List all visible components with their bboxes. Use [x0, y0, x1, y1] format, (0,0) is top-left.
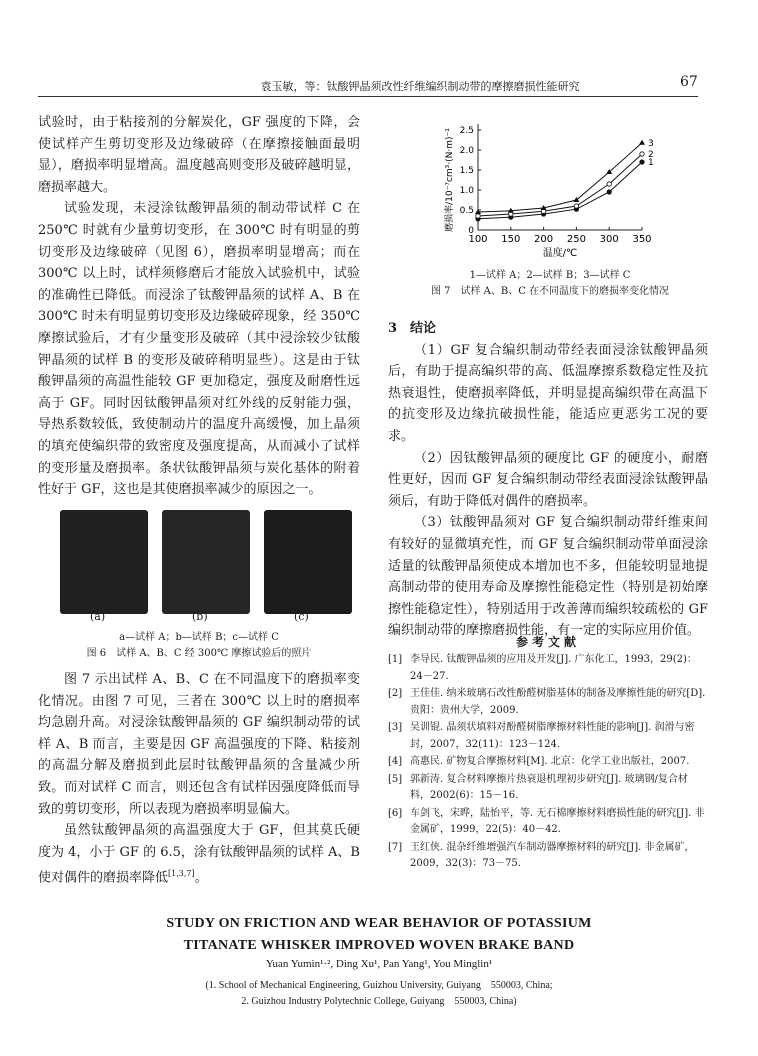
reference-number: [6]	[388, 807, 403, 819]
paragraph-hardness	[38, 820, 360, 889]
photo-label-a: (a)	[90, 610, 106, 623]
figure6-legend: a—试样 A；b—试样 B；c—试样 C	[119, 632, 279, 643]
affiliation-1: (1. School of Mechanical Engineering, Guizhou University, Guiyang 550003, China;	[205, 980, 553, 991]
running-title: 袁玉敏，等：钛酸钾晶须改性纤维编织制动带的摩擦磨损性能研究	[260, 80, 580, 93]
english-affiliations	[40, 978, 718, 1010]
x-tick-label: 150	[501, 234, 521, 245]
reference-item	[388, 754, 706, 771]
reference-text: 高惠民. 矿物复合摩擦材料[M]. 北京：化学工业出版社，2007.	[410, 756, 690, 767]
hardness-text: 虽然钛酸钾晶须的高温强度大于 GF，但其莫氏硬度为 4，小于 GF 的 6.5，涂有钛酸钾晶须的试样 A、B 使对偶件的磨损率降低	[38, 823, 360, 886]
photo-sample-b	[162, 510, 250, 614]
reference-item	[388, 840, 706, 873]
reference-item	[388, 652, 706, 685]
reference-text: 车剑飞，宋晔，陆怡平，等. 无石棉摩擦材料磨损性能的研究[J]. 非金属矿，1999，22(5)：40－42.	[410, 807, 705, 835]
y-tick-label: 0	[468, 226, 474, 236]
references-list	[388, 652, 706, 874]
data-point	[607, 182, 611, 186]
reference-number: [2]	[388, 688, 403, 699]
data-point	[476, 214, 480, 218]
reference-number: [4]	[388, 756, 403, 767]
series-line-1	[478, 162, 642, 219]
reference-text: 王红侠. 混杂纤维增强汽车制动器摩擦材料的研究[J]. 非金属矿，2009，32(3)：73－75.	[410, 841, 695, 869]
series-label: 3	[648, 138, 654, 149]
figure6-caption-block	[38, 630, 360, 662]
conclusion-2: （2）因钛酸钾晶须的硬度比 GF 的硬度小，耐磨性更好，因而 GF 复合编织制动带经表面浸涂钛酸钾晶须后，有助于降低对偶件的磨损率。	[388, 450, 708, 509]
x-axis-label: 温度/℃	[542, 248, 578, 259]
paragraph-figure7-discussion: 图 7 示出试样 A、B、C 在不同温度下的磨损率变化情况。由图 7 可见，三者在 300℃ 以上时的磨损率均急剧升高。对浸涂钛酸钾晶须的 GF 编织制动带的试样 A、B 而言，主要是因 GF 高温强度的下降、粘接剂的高温分解及磨损到此层时钛酸钾晶须的含量减少所致。而对试样 C 而言，则还包含有试样因强度降低而导致的剪切变形，所以表现为磨损率明显偏大。	[38, 672, 360, 817]
reference-item	[388, 720, 706, 753]
x-tick-label: 300	[599, 234, 619, 245]
reference-number: [7]	[388, 841, 403, 853]
right-column	[388, 318, 708, 642]
reference-text: 王佳佳. 纳米玻璃石改性酚醛树脂基体的制备及摩擦性能的研究[D]. 贵阳：贵州大学，2009.	[410, 688, 706, 716]
x-tick-label: 350	[632, 234, 652, 245]
figure7-caption: 图 7 试样 A、B、C 在不同温度下的磨损率变化情况	[430, 286, 670, 297]
conclusion-1: （1）GF 复合编织制动带经表面浸涂钛酸钾晶须后，有助于提高编织带的高、低温摩擦系数稳定性及抗热衰退性，使磨损率降低，并明显提高编织带在高温下的抗变形及边缘抗破损性能，能适应更恶劣工况的要求。	[388, 342, 708, 444]
reference-number: [3]	[388, 722, 403, 733]
series-line-3	[478, 143, 642, 212]
reference-number: [1]	[388, 654, 403, 665]
figure7-legend: 1—试样 A；2—试样 B；3—试样 C	[469, 270, 631, 281]
left-column-lower	[38, 669, 360, 889]
reference-item	[388, 806, 706, 839]
data-point	[640, 160, 644, 164]
y-tick-label: 1.0	[459, 186, 474, 196]
english-title	[60, 913, 698, 957]
series-label: 2	[648, 150, 654, 160]
photo-label-c: (c)	[294, 610, 309, 623]
english-title-line1: STUDY ON FRICTION AND WEAR BEHAVIOR OF POTASSIUM	[166, 916, 592, 931]
y-axis-label: 磨损率/10⁻⁷cm³·(N·m)⁻¹	[445, 128, 455, 232]
hardness-end: 。	[194, 870, 208, 886]
reference-item	[388, 772, 706, 805]
affiliation-2: 2. Guizhou Industry Polytechnic College, Guiyang 550003, China)	[241, 996, 517, 1007]
reference-text: 李导民. 钛酸钾晶须的应用及开发[J]. 广东化工，1993，29(2)：24－27.	[410, 654, 697, 682]
data-point	[607, 190, 611, 194]
paragraph-continuation: 试验时，由于粘接剂的分解炭化，GF 强度的下降，会使试样产生剪切变形及边缘破碎（在摩擦接触面最明显），磨损率明显增高。温度越高则变形及破碎越明显，磨损率越大。	[38, 115, 360, 195]
figure6-caption: 图 6 试样 A、B、C 经 300℃ 摩擦试验后的照片	[86, 648, 312, 659]
series-label: 1	[648, 158, 654, 168]
y-tick-label: 1.5	[459, 166, 474, 176]
english-title-line2: TITANATE WHISKER IMPROVED WOVEN BRAKE BAND	[183, 938, 575, 953]
data-point	[639, 140, 645, 145]
reference-number: [5]	[388, 773, 403, 785]
y-tick-label: 2.5	[459, 126, 474, 136]
reference-item	[388, 686, 706, 719]
section-heading-conclusion: 3 结论	[388, 321, 437, 336]
reference-text: 郭新涛. 复合材料摩擦片热衰退机理初步研究[J]. 玻璃钢/复合材料，2002(6)：15－16.	[410, 773, 688, 801]
photo-sample-a	[60, 510, 148, 614]
x-tick-label: 100	[468, 234, 488, 245]
data-point	[640, 152, 644, 156]
figure7-chart	[420, 112, 700, 282]
wear-rate-chart	[420, 112, 700, 282]
photo-label-b: (b)	[192, 610, 208, 623]
y-tick-label: 2.0	[459, 146, 474, 156]
x-tick-label: 250	[566, 234, 586, 245]
photo-sample-c	[264, 510, 352, 614]
figure6-photos	[60, 510, 350, 614]
y-tick-label: 0.5	[459, 206, 474, 216]
paragraph-experiment-findings: 试验发现，未浸涂钛酸钾晶须的制动带试样 C 在 250℃ 时就有少量剪切变形，在 300℃ 时有明显的剪切变形及边缘破碎（见图 6），磨损率明显增高；而在 300℃ 以上时，试样须修磨后才能放入试验机中，试验的准确性已降低。而浸涂了钛酸钾晶须的试样 A、B 在 300℃ 时未有明显剪切变形及边缘破碎现象，经 350℃ 摩擦试验后，才有少量变形及破碎（其中浸涂较少钛酸钾晶须的试样 B 的变形及破碎稍明显些）。这是由于钛酸钾晶须的高温性能较 GF 更加稳定，强度及耐磨性远高于 GF。同时因钛酸钾晶须对红外线的反射能力强，导热系数较低，致使制动片的温度升高缓慢，加上晶须的填充使编织带的致密度及强度提高，从而减小了试样的变形量及磨损率。条状钛酸钾晶须与炭化基体的附着性好于 GF，这也是其使磨损率减少的原因之一。	[38, 201, 360, 498]
english-authors: Yuan Yumin¹·², Ding Xu¹, Pan Yang¹, You Minglin¹	[265, 958, 493, 970]
x-tick-label: 200	[534, 234, 554, 245]
references-heading: 参考文献	[515, 635, 580, 649]
reference-text: 吴训锟. 晶须状填料对酚醛树脂摩擦材料性能的影响[J]. 润滑与密封，2007，32(11)：123－124.	[410, 722, 695, 750]
left-column-upper	[38, 112, 360, 501]
citation: [1,3,7]	[168, 869, 195, 879]
header-rule	[38, 96, 698, 97]
page-number: 67	[680, 74, 698, 90]
data-point	[574, 204, 578, 208]
figure7-caption-block	[390, 268, 710, 300]
conclusion-3: （3）钛酸钾晶须对 GF 复合编织制动带纤维束间有较好的显微填充性，而 GF 复合编织制动带单面浸涂适量的钛酸钾晶须使成本增加也不多，但能较明显地提高制动带的使用寿命及摩擦性能稳定性（特别是初始摩擦性能稳定性），特别适用于改善薄而编织较疏松的 GF 编织制动带的摩擦磨损性能，有一定的实际应用价值。	[388, 515, 708, 639]
